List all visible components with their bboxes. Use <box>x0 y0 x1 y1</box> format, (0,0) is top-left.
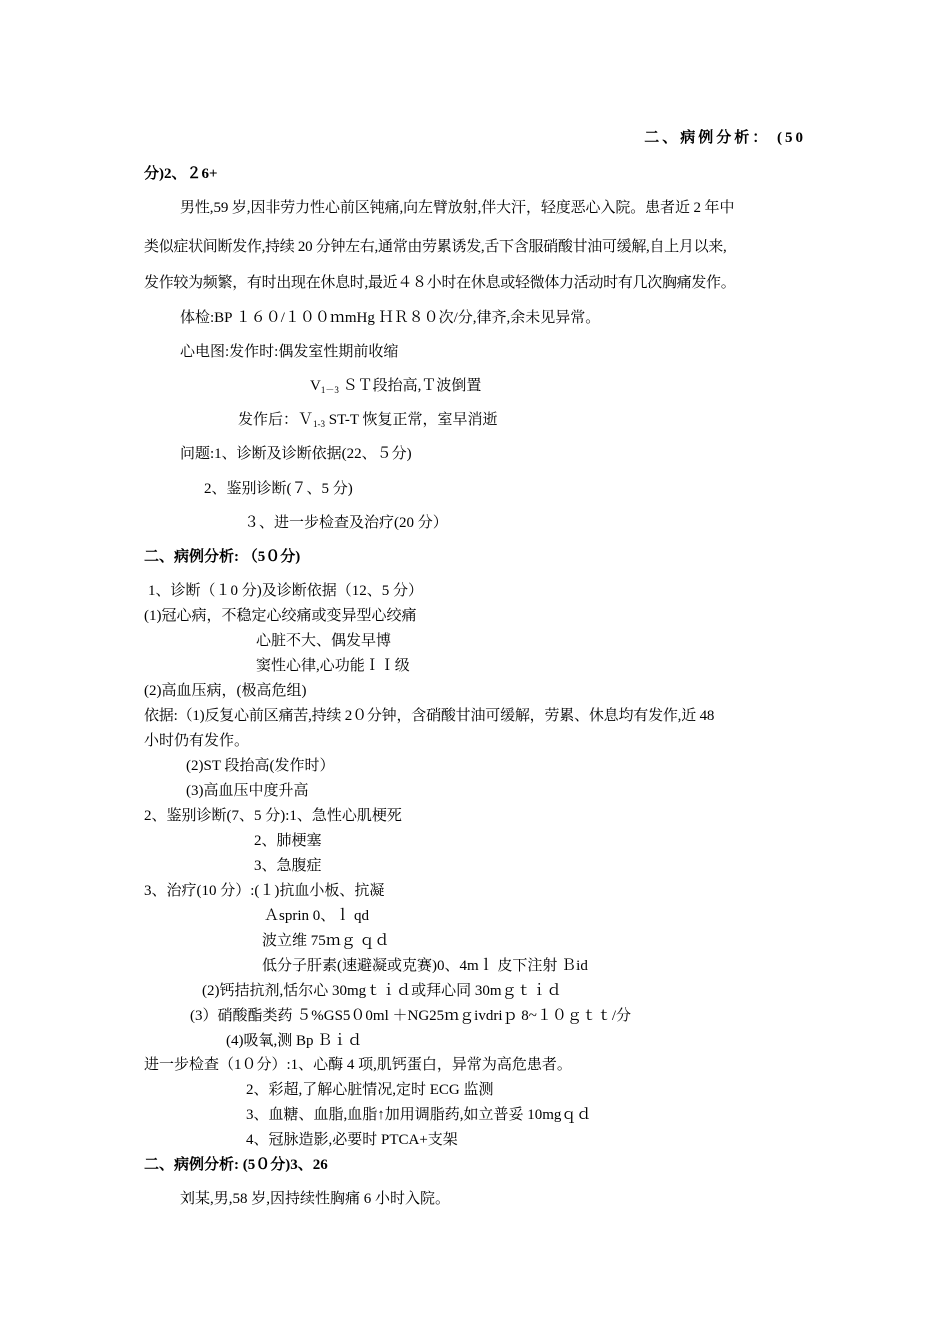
ecg-st-text: ＳＴ段抬高,Ｔ波倒置 <box>338 378 482 394</box>
question-1: 问题:1、诊断及诊断依据(22、５分) <box>180 446 412 462</box>
basis-line-1: 依据:（1)反复心前区痛苦,持续 2０分钟，含硝酸甘油可缓解，劳累、休息均有发作,近 48 <box>144 708 715 724</box>
basis-2: (2)ST 段抬高(发作时） <box>186 758 335 774</box>
answer-heading: 二、病例分析: （5０分) <box>144 549 301 565</box>
after-text: ST-T 恢复正常，室早消逝 <box>325 412 498 428</box>
lead-subscript: 1-3 <box>313 419 326 429</box>
question-2: 2、鉴别诊断(７、5 分) <box>204 481 353 497</box>
ecg-during-attack: 心电图:发作时:偶发室性期前收缩 <box>180 344 399 360</box>
further-exam-2: 2、彩超,了解心脏情况,定时 ECG 监测 <box>246 1082 494 1098</box>
differential-3: 3、急腹症 <box>254 858 322 874</box>
differential-heading: 2、鉴别诊断(7、5 分):1、急性心肌梗死 <box>144 808 402 824</box>
treatment-heparin: 低分子肝素(速避凝或克赛)0、4mｌ 皮下注射 Ｂid <box>262 958 588 974</box>
diagnosis-1-detail-a: 心脏不大、偶发早博 <box>256 633 392 649</box>
case1-heading: 二、病例分析： (50 <box>644 130 806 146</box>
diagnosis-2: (2)高血压病，(极高危组) <box>144 683 307 699</box>
case1-paragraph-line-1: 男性,59 岁,因非劳力性心前区钝痛,向左臂放射,伴大汗，轻度恶心入院。患者近 2 年中 <box>180 200 735 216</box>
ecg-after-attack <box>238 410 498 430</box>
physical-exam: 体检:BP １６０/１００ｍmHg ＨＲ８０次/分,律齐,余未见异常。 <box>180 310 601 326</box>
question-3: ３、进一步检查及治疗(20 分） <box>244 515 448 531</box>
lead-subscript: 1－3 <box>320 385 339 395</box>
treatment-clopidogrel: 波立维 75ｍｇ ｑｄ <box>262 933 390 949</box>
treatment-nitrates: (3）硝酸酯类药 ５%GS5０0ml ＋NG25ｍｇivdriｐ 8~１０ｇｔｔ/分 <box>190 1008 632 1024</box>
diagnosis-heading: 1、诊断（１0 分)及诊断依据（12、5 分） <box>148 583 423 599</box>
further-exam-3: 3、血糖、血脂,血脂↑加用调脂药,如立普妥 10mgｑｄ <box>246 1107 592 1123</box>
ecg-st-elevation <box>310 376 481 396</box>
after-label: 发作后：Ｖ <box>238 412 314 428</box>
differential-2: 2、肺梗塞 <box>254 833 322 849</box>
treatment-oxygen: (4)吸氧,测 Bp Ｂｉｄ <box>226 1033 363 1049</box>
basis-3: (3)高血压中度升高 <box>186 783 309 799</box>
case1-heading-continued: 分)2、２6+ <box>144 166 218 182</box>
lead-label: V <box>310 378 321 394</box>
basis-line-2: 小时仍有发作。 <box>144 733 250 749</box>
diagnosis-1-detail-b: 窦性心律,心功能ＩＩ级 <box>256 658 410 674</box>
treatment-aspirin: Ａsprin 0、ｌ qd <box>264 908 370 924</box>
diagnosis-1: (1)冠心病，不稳定心绞痛或变异型心绞痛 <box>144 608 417 624</box>
case3-heading: 二、病例分析: (5０分)3、26 <box>144 1157 328 1173</box>
case1-paragraph-line-3: 发作较为频繁，有时出现在休息时,最近４８小时在休息或轻微体力活动时有几次胸痛发作。 <box>144 275 736 291</box>
case1-paragraph-line-2: 类似症状间断发作,持续 20 分钟左右,通常由劳累诱发,舌下含服硝酸甘油可缓解,自上月以来, <box>144 239 727 255</box>
treatment-calcium-antagonist: (2)钙拮抗剂,恬尔心 30mgｔｉｄ或拜心同 30mｇｔｉｄ <box>202 983 562 999</box>
treatment-heading: 3、治疗(10 分）:(１)抗血小板、抗凝 <box>144 883 385 899</box>
further-exam-heading: 进一步检查（1０分）:1、心酶 4 项,肌钙蛋白，异常为高危患者。 <box>144 1057 572 1073</box>
case3-paragraph: 刘某,男,58 岁,因持续性胸痛 6 小时入院。 <box>180 1191 451 1207</box>
further-exam-4: 4、冠脉造影,必要时 PTCA+支架 <box>246 1132 458 1148</box>
